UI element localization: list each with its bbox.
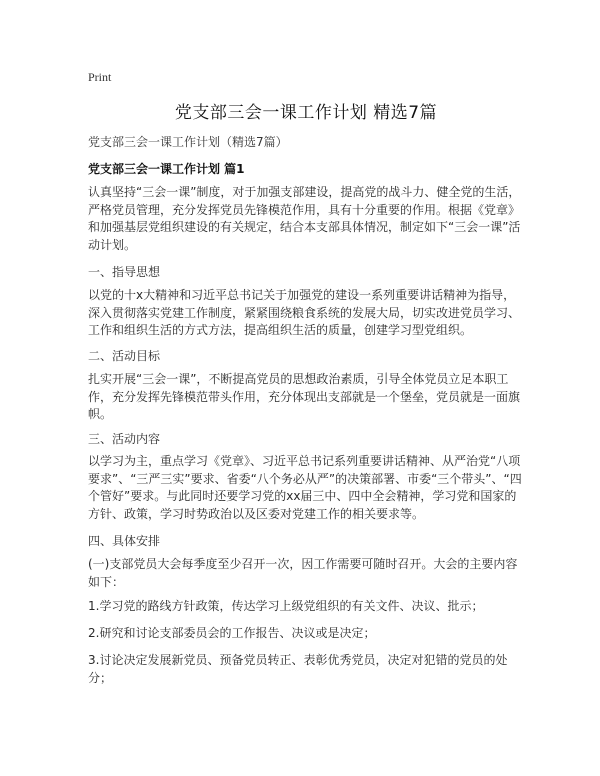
- heading-arrangements: 四、具体安排: [88, 534, 161, 548]
- paragraph-activity-content: 以学习为主，重点学习《党章》、习近平总书记系列重要讲话精神、从严治党“八项要求”、“三严三实”要求、省委“八个务必从严”的决策部署、市委“三个带头”、“四个管好”要求。与此同时还要学习党的xx届三中、四中全会精神，学习党和国家的方针、政策，学习时势政治以及区委对党建工作的相关要求等。: [88, 454, 522, 521]
- page-title: 党支部三会一课工作计划 精选7篇: [174, 103, 438, 123]
- paragraph-activity-goals: 扎实开展“三会一课”，不断提高党员的思想政治素质，引导全体党员立足本职工作，充分发挥先锋模范带头作用，充分体现出支部就是一个堡垒，党员就是一面旗帜。: [88, 372, 521, 421]
- paragraph-guiding-ideology: 以党的十x大精神和习近平总书记关于加强党的建设一系列重要讲话精神为指导，深入贯彻落实党建工作制度，紧紧围绕粮食系统的发展大局，切实改进党员学习、工作和组织生活的方式方法，提高组织生活的质量，创建学习型党组织。: [88, 288, 521, 337]
- heading-activity-goals: 二、活动目标: [88, 349, 161, 363]
- paragraph-arrangements: (一)支部党员大会每季度至少召开一次，因工作需要可随时召开。大会的主要内容如下：: [88, 557, 518, 589]
- print-link[interactable]: Print: [88, 70, 112, 84]
- intro-paragraph: 认真坚持“三会一课”制度，对于加强支部建设，提高党的战斗力、健全党的生活，严格党员管理，充分发挥党员先锋模范作用，具有十分重要的作用。根据《党章》和加强基层党组织建设的有关规定，结合本支部具体情况，制定如下“三会一课”活动计划。: [88, 185, 521, 252]
- heading-activity-content: 三、活动内容: [88, 432, 161, 446]
- list-item: 1.学习党的路线方针政策，传达学习上级党组织的有关文件、决议、批示；: [88, 599, 484, 613]
- list-item: 3.讨论决定发展新党员、预备党员转正、表彰优秀党员，决定对犯错的党员的处分；: [88, 653, 508, 685]
- list-item: 2.研究和讨论支部委员会的工作报告、决议或是决定；: [88, 626, 376, 640]
- heading-guiding-ideology: 一、指导思想: [88, 265, 161, 279]
- section-title: 党支部三会一课工作计划 篇1: [88, 162, 245, 176]
- page-subtitle: 党支部三会一课工作计划（精选7篇）: [88, 135, 288, 149]
